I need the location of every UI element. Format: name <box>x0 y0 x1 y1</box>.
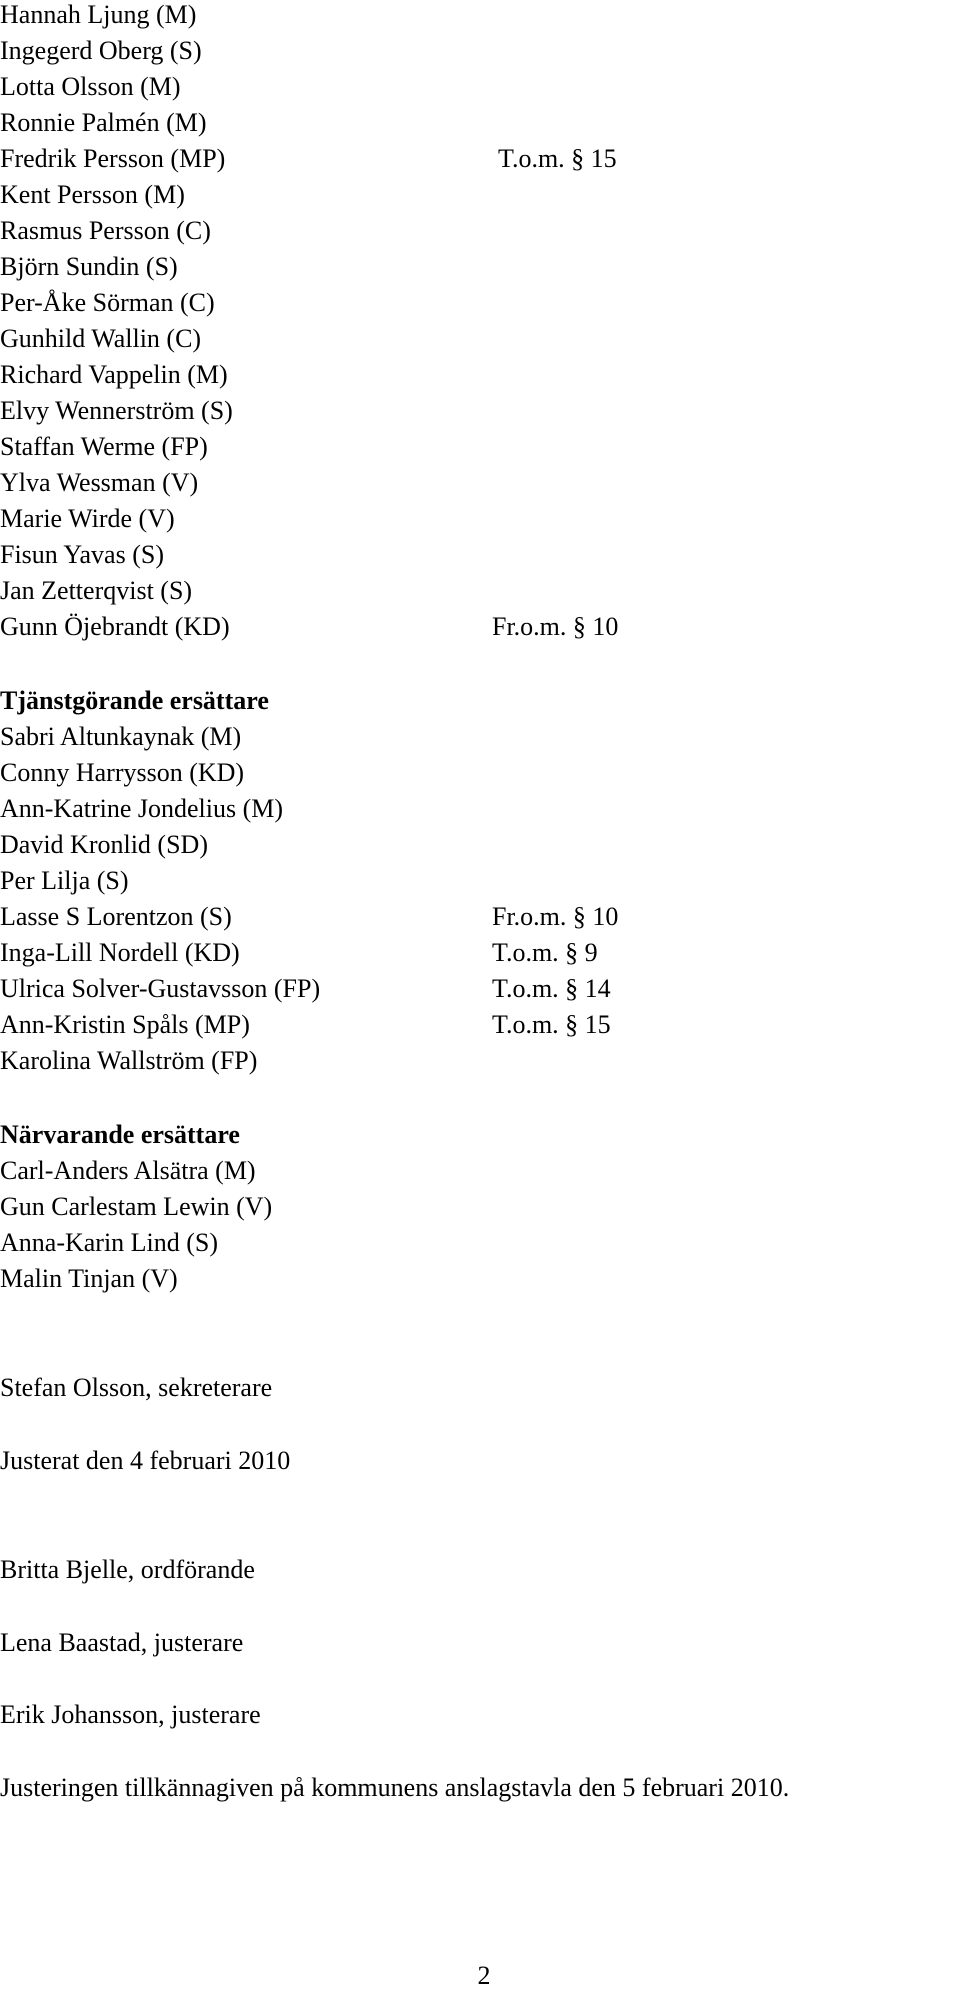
member-name: Staffan Werme (FP) <box>0 432 208 461</box>
member-name: Gunn Öjebrandt (KD) <box>0 612 230 641</box>
member-name: Elvy Wennerström (S) <box>0 396 233 425</box>
member-name: Rasmus Persson (C) <box>0 216 211 245</box>
member-note: T.o.m. § 15 <box>498 144 617 173</box>
member-name: Fisun Yavas (S) <box>0 540 164 569</box>
substitute-note: Fr.o.m. § 10 <box>492 902 619 931</box>
page-number: 2 <box>477 1961 491 1990</box>
present-substitute-name: Carl-Anders Alsätra (M) <box>0 1156 256 1185</box>
substitute-name: Ann-Kristin Spåls (MP) <box>0 1010 250 1039</box>
member-name: Lotta Olsson (M) <box>0 72 181 101</box>
substitute-name: Ann-Katrine Jondelius (M) <box>0 794 284 823</box>
member-name: Gunhild Wallin (C) <box>0 324 202 353</box>
substitute-name: Karolina Wallström (FP) <box>0 1046 258 1075</box>
substitute-name: Per Lilja (S) <box>0 866 129 895</box>
present-substitute-name: Gun Carlestam Lewin (V) <box>0 1192 273 1221</box>
announcement-text: Justeringen tillkännagiven på kommunens anslagstavla den 5 februari 2010. <box>0 1773 790 1802</box>
serving-substitutes-heading: Tjänstgörande ersättare <box>0 686 269 715</box>
member-name: Ylva Wessman (V) <box>0 468 199 497</box>
signatory-adjuster: Lena Baastad, justerare <box>0 1628 244 1657</box>
member-name: Per-Åke Sörman (C) <box>0 288 215 317</box>
member-name: Björn Sundin (S) <box>0 252 178 281</box>
present-substitute-name: Malin Tinjan (V) <box>0 1264 178 1293</box>
member-name: Ronnie Palmén (M) <box>0 108 207 137</box>
member-note: Fr.o.m. § 10 <box>492 612 619 641</box>
member-name: Richard Vappelin (M) <box>0 360 228 389</box>
substitute-name: David Kronlid (SD) <box>0 830 208 859</box>
substitute-name: Sabri Altunkaynak (M) <box>0 722 242 751</box>
member-name: Kent Persson (M) <box>0 180 185 209</box>
substitute-name: Conny Harrysson (KD) <box>0 758 245 787</box>
secretary-line: Stefan Olsson, sekreterare <box>0 1373 273 1402</box>
substitute-name: Inga-Lill Nordell (KD) <box>0 938 240 967</box>
substitute-note: T.o.m. § 14 <box>492 974 611 1003</box>
substitute-name: Ulrica Solver-Gustavsson (FP) <box>0 974 321 1003</box>
substitute-note: T.o.m. § 15 <box>492 1010 611 1039</box>
signatory-adjuster: Erik Johansson, justerare <box>0 1700 261 1729</box>
substitute-note: T.o.m. § 9 <box>492 938 598 967</box>
present-substitute-name: Anna-Karin Lind (S) <box>0 1228 219 1257</box>
member-name: Hannah Ljung (M) <box>0 0 197 29</box>
substitute-name: Lasse S Lorentzon (S) <box>0 902 232 931</box>
present-substitutes-heading: Närvarande ersättare <box>0 1120 240 1149</box>
member-name: Ingegerd Oberg (S) <box>0 36 202 65</box>
member-name: Fredrik Persson (MP) <box>0 144 226 173</box>
adjusted-date: Justerat den 4 februari 2010 <box>0 1446 291 1475</box>
signatory-chair: Britta Bjelle, ordförande <box>0 1555 255 1584</box>
member-name: Marie Wirde (V) <box>0 504 175 533</box>
member-name: Jan Zetterqvist (S) <box>0 576 193 605</box>
